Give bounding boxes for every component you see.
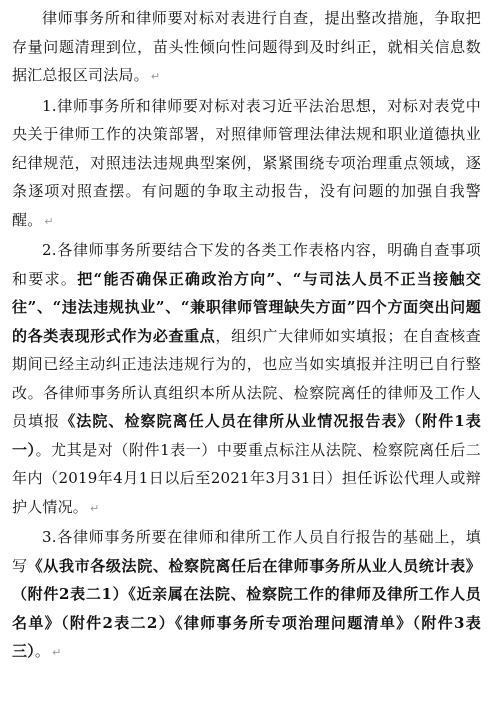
bold-text: 《法院、检察院离任人员在律所从业情况报告表》（附件1表一） xyxy=(12,412,481,459)
body-text: 2.各律师事务所要结合下发的各类工作表格内容，明确自查事项和要求。 xyxy=(12,241,481,288)
paragraph-intro xyxy=(12,4,481,92)
body-text: ，组织广大律师如实填报；在自查核查期间已经主动纠正违法违规行为的，也应当如实填报并注明已自行整改。各律师事务所认真组织本所从法院、检察院离任的律师及工作人员填报 xyxy=(12,326,481,430)
body-text: 律师事务所和律师要对标对表进行自查，提出整改措施，争取把存量问题清理到位，苗头性倾向性问题得到及时纠正，就相关信息数据汇总报区司法局。 xyxy=(12,9,481,84)
body-text: 。 xyxy=(34,642,51,660)
body-text: 1.律师事务所和律师要对标对表习近平法治思想，对标对表党中央关于律师工作的决策部署，对照律师管理法律法规和职业道德执业纪律规范，对照违法违规典型案例，紧紧围绕专项治理重点领域，逐条逐项对照查摆。有问题的争取主动报告，没有问题的加强自我警醒。 xyxy=(12,96,481,229)
paragraph-item-3 xyxy=(12,523,481,668)
paragraph-mark-icon: ↵ xyxy=(44,214,54,228)
body-text: 。尤其是对（附件1表一）中要重点标注从法院、检察院离任后二年内（2019年4月1日以后至2021年3月31日）担任诉讼代理人或辩护人情况。 xyxy=(12,440,481,516)
paragraph-item-2 xyxy=(12,236,481,523)
paragraph-mark-icon: ↵ xyxy=(52,646,62,659)
bold-text: 《从我市各级法院、检察院离任后在律师事务所从业人员统计表》（附件2表二1）《近亲属在法院、检察院工作的律师及律所工作人员名单》（附件2表二2）《律师事务所专项治理问题清单》（附件3表三） xyxy=(12,556,481,660)
paragraph-mark-icon: ↵ xyxy=(90,501,100,515)
bold-text: 把“能否确保正确政治方向”、“与司法人员不正当接触交往”、“违法违规执业”、“兼职律师管理缺失方面”四个方面突出问题的各类表现形式作为必查重点 xyxy=(12,269,481,345)
paragraph-mark-icon: ↵ xyxy=(150,70,161,83)
paragraph-item-1 xyxy=(12,92,481,237)
body-text: 3.各律师事务所要在律师和律所工作人员自行报告的基础上，填写 xyxy=(12,528,481,575)
